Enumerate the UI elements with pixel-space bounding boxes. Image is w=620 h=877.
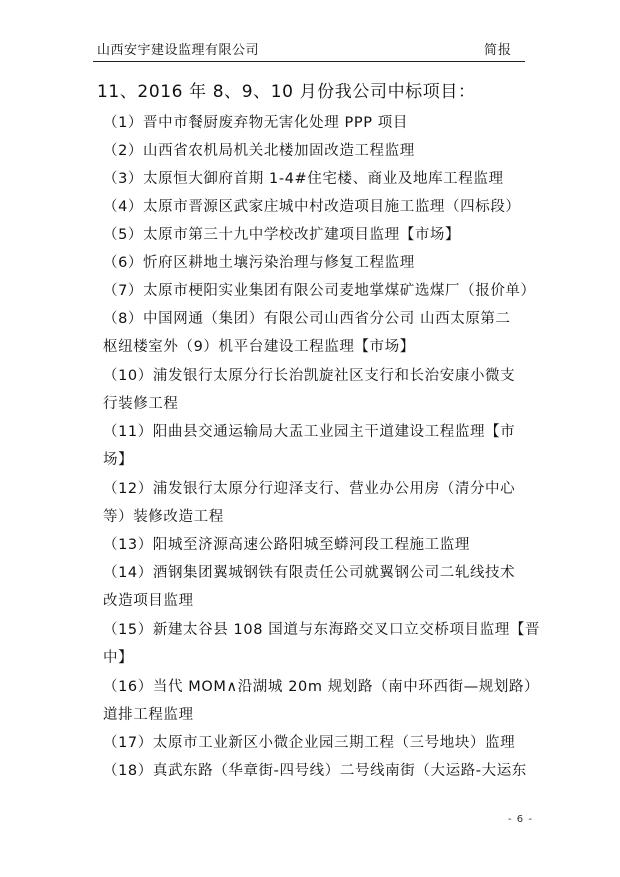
item-line: （14）酒钢集团翼城钢铁有限责任公司就翼钢公司二轧线技术: [103, 565, 516, 581]
item-line: （6）忻府区耕地土壤污染治理与修复工程监理: [103, 255, 415, 271]
item-line-continued: 行装修工程: [103, 396, 179, 412]
item-line: （5）太原市第三十九中学校改扩建项目监理【市场】: [103, 227, 461, 243]
item-line: （16）当代 MOM∧沿湖城 20m 规划路（南中环西街—规划路）: [103, 679, 540, 695]
item-line: （12）浦发银行太原分行迎泽支行、营业办公用房（清分中心: [103, 481, 516, 497]
item-line: （10）浦发银行太原分行长治凯旋社区支行和长治安康小微支: [103, 368, 516, 384]
item-line: （8）中国网通（集团）有限公司山西省分公司 山西太原第二: [103, 311, 511, 327]
item-line: （1）晋中市餐厨废弃物无害化处理 PPP 项目: [103, 115, 408, 131]
item-line: （3）太原恒大御府首期 1-4#住宅楼、商业及地库工程监理: [103, 171, 504, 187]
page-header: [0, 0, 620, 62]
item-line: （18）真武东路（华章街-四号线）二号线南街（大运路-大运东: [103, 763, 527, 779]
header-rule: [93, 61, 525, 62]
item-line-continued: 场】: [103, 452, 134, 468]
item-line: （4）太原市晋源区武家庄城中村改造项目施工监理（四标段）: [103, 199, 521, 215]
item-line: （11）阳曲县交通运输局大盂工业园主干道建设工程监理【市: [103, 424, 516, 440]
item-line-continued: 枢纽楼室外（9）机平台建设工程监理【市场】: [103, 339, 415, 355]
item-line-continued: 中】: [103, 650, 134, 666]
item-line: （17）太原市工业新区小微企业园三期工程（三号地块）监理: [103, 735, 516, 751]
item-line-continued: 等）装修改造工程: [103, 509, 224, 525]
item-line: （13）阳城至济源高速公路阳城至蟒河段工程施工监理: [103, 537, 470, 553]
item-line: （2）山西省农机局机关北楼加固改造工程监理: [103, 143, 415, 159]
section-title: 11、2016 年 8、9、10 月份我公司中标项目：: [97, 82, 476, 102]
item-line-continued: 改造项目监理: [103, 593, 194, 609]
item-line-continued: 道排工程监理: [103, 707, 194, 723]
page-number: - 6 -: [508, 814, 533, 825]
item-line: （15）新建太谷县 108 国道与东海路交叉口立交桥项目监理【晋: [103, 622, 541, 638]
item-line: （7）太原市梗阳实业集团有限公司麦地掌煤矿选煤厂（报价单）: [103, 283, 536, 299]
company-name: 山西安宇建设监理有限公司: [97, 43, 260, 58]
document-type: 简报: [484, 43, 513, 58]
